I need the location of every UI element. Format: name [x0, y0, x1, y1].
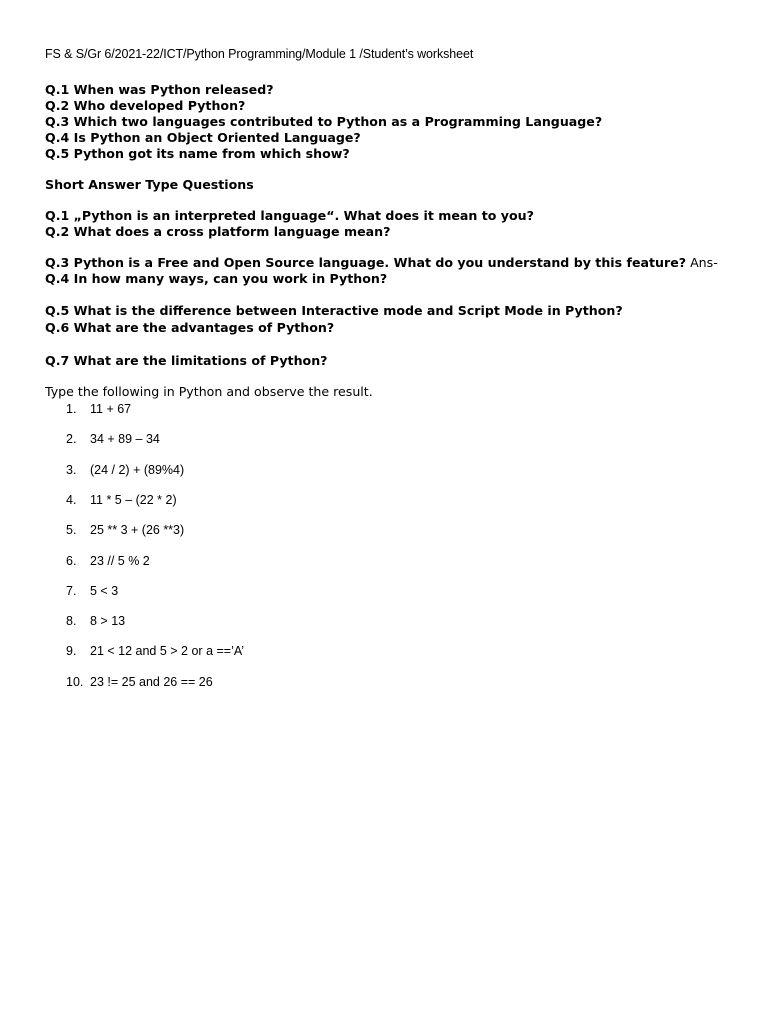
exercise-expression: (24 / 2) + (89%4) [90, 463, 185, 477]
exercise-number: 3. [66, 463, 77, 477]
short-question-2: Q.2 What does a cross platform language mean? [45, 224, 391, 239]
question-1: Q.1 When was Python released? [45, 82, 274, 97]
exercise-number: 8. [66, 614, 77, 628]
short-question-5: Q.5 What is the difference between Interactive mode and Script Mode in Python? [45, 303, 623, 318]
exercise-item [66, 675, 213, 689]
short-question-1: Q.1 „Python is an interpreted language“. What does it mean to you? [45, 208, 534, 223]
exercise-item [66, 402, 131, 416]
exercise-expression: 34 + 89 – 34 [90, 432, 160, 446]
exercise-number: 5. [66, 523, 77, 537]
exercise-expression: 25 ** 3 + (26 **3) [90, 523, 185, 537]
short-question-3-text: Q.3 Python is a Free and Open Source language. What do you understand by this feature? [45, 255, 687, 270]
exercise-expression: 5 < 3 [90, 584, 119, 598]
exercise-item [66, 523, 184, 537]
exercise-number: 2. [66, 432, 77, 446]
exercise-item [66, 614, 125, 628]
answer-label: Ans- [686, 255, 718, 270]
exercise-expression: 23 != 25 and 26 == 26 [90, 675, 213, 689]
question-5: Q.5 Python got its name from which show? [45, 146, 350, 161]
exercise-number: 4. [66, 493, 77, 507]
short-question-6: Q.6 What are the advantages of Python? [45, 320, 335, 335]
exercise-expression: 23 // 5 % 2 [90, 554, 150, 568]
question-4: Q.4 Is Python an Object Oriented Language? [45, 130, 361, 145]
short-answer-heading: Short Answer Type Questions [45, 177, 254, 192]
short-question-4: Q.4 In how many ways, can you work in Python? [45, 271, 388, 286]
exercise-item [66, 584, 118, 598]
exercise-expression: 8 > 13 [90, 614, 126, 628]
exercise-expression: 11 + 67 [90, 402, 132, 416]
exercise-item [66, 432, 160, 446]
question-3: Q.3 Which two languages contributed to Python as a Programming Language? [45, 114, 603, 129]
exercise-item [66, 644, 244, 658]
exercise-item [66, 554, 150, 568]
document-header: FS & S/Gr 6/2021-22/ICT/Python Programming/Module 1 /Student’s worksheet [45, 47, 474, 61]
exercise-number: 7. [66, 584, 77, 598]
short-question-7: Q.7 What are the limitations of Python? [45, 353, 328, 368]
exercise-item [66, 463, 184, 477]
exercise-number: 9. [66, 644, 77, 658]
exercise-intro: Type the following in Python and observe the result. [45, 384, 373, 399]
exercise-number: 10. [66, 675, 84, 689]
question-2: Q.2 Who developed Python? [45, 98, 246, 113]
exercise-expression: 11 * 5 – (22 * 2) [90, 493, 177, 507]
exercise-number: 6. [66, 554, 77, 568]
short-question-3 [45, 255, 718, 271]
exercise-item [66, 493, 177, 507]
exercise-number: 1. [66, 402, 77, 416]
exercise-expression: 21 < 12 and 5 > 2 or a ==’A’ [90, 644, 245, 658]
